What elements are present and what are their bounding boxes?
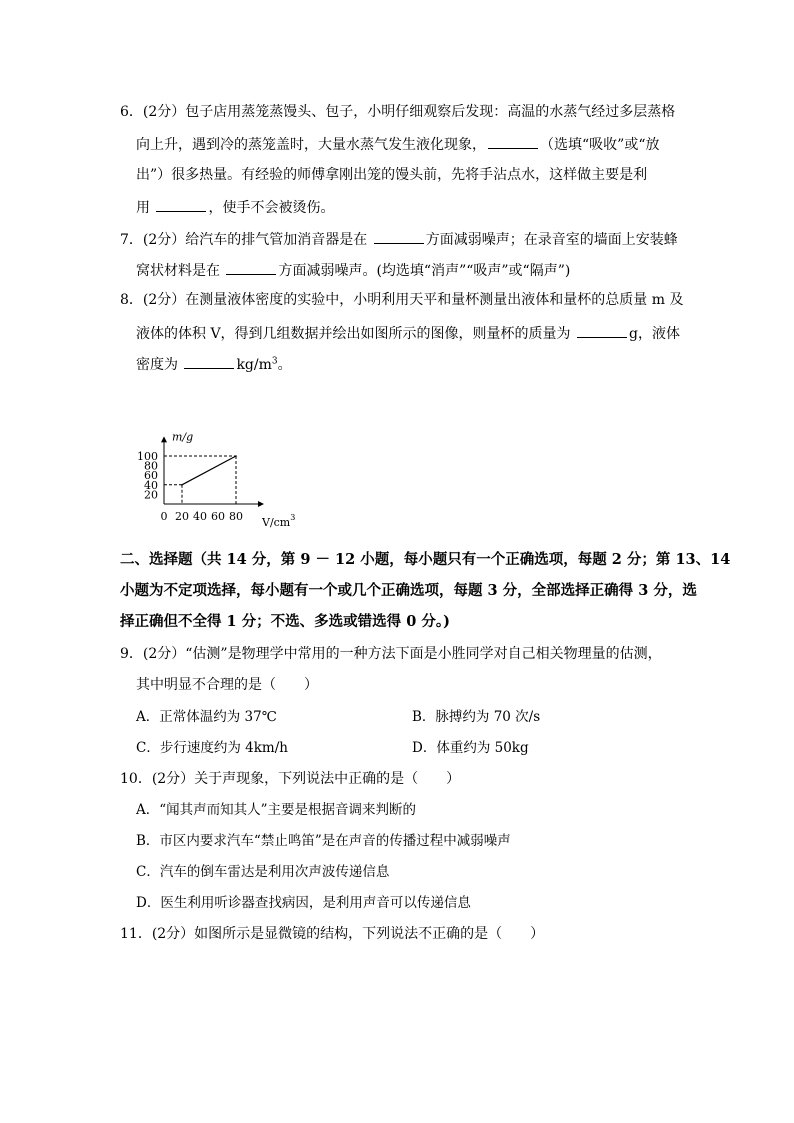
- q8-blank-1[interactable]: [577, 324, 627, 338]
- q6-line2-text-b: （选填“吸收”或“放: [540, 137, 660, 153]
- q8-line3: [136, 355, 292, 373]
- q6-line1: 6．(2分）包子店用蒸笼蒸馒头、包子，小明仔细观察后发现：高温的水蒸气经过多层蒸格: [120, 104, 676, 120]
- x-axis-label: [261, 513, 295, 529]
- series-line: [182, 456, 236, 485]
- section2-line2: 小题为不定项选择，每小题有一个或几个正确选项，每题 3 分，全部选择正确得 3 分，选: [120, 582, 697, 599]
- q6-line2: [136, 135, 659, 153]
- data-point: [235, 455, 237, 457]
- y-tick-label: 80: [144, 459, 158, 473]
- q8-line2: [136, 324, 680, 342]
- x-tick-label: 80: [229, 510, 243, 523]
- graph-guides: [164, 456, 236, 504]
- x-axis-label-sup: 3: [290, 513, 296, 522]
- q11-line1: 11．(2分）如图所示是显微镜的结构，下列说法不正确的是（ ）: [120, 926, 545, 942]
- y-tick-label: 100: [137, 450, 158, 463]
- x-tick-label: 40: [193, 510, 207, 523]
- x-axis-arrow: [258, 501, 264, 507]
- q8-line2-text-a: 液体的体积 V，得到几组数据并绘出如图所示的图像，则量杯的质量为: [136, 326, 576, 342]
- y-axis-arrow: [161, 436, 167, 442]
- q7-blank-1[interactable]: [374, 230, 424, 244]
- q9-option-b[interactable]: B．脉搏约为 70 次/s: [412, 709, 541, 725]
- q9-line2: 其中明显不合理的是（ ）: [136, 677, 318, 693]
- x-tick-label: 0: [160, 510, 168, 523]
- y-tick-label: 40: [144, 478, 158, 492]
- q6-blank-1[interactable]: [488, 135, 538, 149]
- q10-option-a[interactable]: A．“闻其声而知其人”主要是根据音调来判断的: [136, 802, 417, 818]
- q10-option-b[interactable]: B．市区内要求汽车“禁止鸣笛”是在声音的传播过程中减弱噪声: [136, 833, 511, 849]
- q8-line2-text-b: g，液体: [629, 326, 680, 342]
- q6-line2-text-a: 向上升，遇到冷的蒸笼盖时，大量水蒸气发生液化现象，: [136, 137, 486, 153]
- q8-line3-text-a: 密度为: [136, 357, 183, 373]
- q9-line1: 9．(2分）“估测”是物理学中常用的一种方法下面是小胜同学对自己相关物理量的估测，: [120, 646, 662, 662]
- y-tick-label: 20: [144, 488, 158, 502]
- q7-line2: [136, 261, 570, 279]
- mass-volume-graph: [128, 376, 408, 536]
- y-axis-label: m/g: [172, 430, 194, 444]
- q10-option-d[interactable]: D．医生利用听诊器查找病因，是利用声音可以传递信息: [136, 895, 471, 911]
- q10-line1: 10．(2分）关于声现象，下列说法中正确的是（ ）: [120, 771, 461, 787]
- q6-line4-text-a: 用: [136, 200, 155, 216]
- q7-blank-2[interactable]: [226, 261, 276, 275]
- section2-line3: 择正确但不全得 1 分；不选、多选或错选得 0 分。): [120, 613, 450, 630]
- q6-blank-2[interactable]: [156, 198, 206, 212]
- q8-line3-text-c: 。: [277, 357, 292, 373]
- q7-line1: [120, 230, 678, 248]
- q10-option-c[interactable]: C．汽车的倒车雷达是利用次声波传递信息: [136, 864, 390, 880]
- q9-option-c[interactable]: C．步行速度约为 4km/h: [136, 740, 288, 756]
- q8-blank-2[interactable]: [184, 355, 234, 369]
- data-point: [181, 484, 183, 486]
- q6-line3: 出”）很多热量。有经验的师傅拿刚出笼的馒头前，先将手沾点水，这样做主要是利: [136, 167, 648, 183]
- q8-line3-unit: kg/m: [236, 357, 272, 373]
- q8-line1: 8．(2分）在测量液体密度的实验中，小明利用天平和量杯测量出液体和量杯的总质量 m 及: [120, 292, 684, 308]
- q9-option-a[interactable]: A．正常体温约为 37℃: [136, 709, 277, 725]
- y-tick-label: 60: [144, 469, 158, 483]
- q7-line2-text-a: 窝状材料是在: [136, 263, 225, 279]
- graph-axes: [161, 436, 264, 507]
- q7-line2-text-b: 方面减弱噪声。(均选填“消声”“吸声”或“隔声”): [278, 263, 571, 279]
- x-tick-label: 60: [211, 510, 225, 523]
- section2-line1: 二、选择题（共 14 分，第 9 － 12 小题，每小题只有一个正确选项，每题 2 分；第 13、14: [120, 551, 731, 568]
- x-axis-label-text: V/cm: [262, 516, 291, 529]
- q6-line4: [136, 198, 334, 216]
- q6-line4-text-b: ，使手不会被烫伤。: [208, 200, 335, 216]
- q7-line1-text-a: 7．(2分）给汽车的排气管加消音器是在: [120, 232, 372, 248]
- graph-series: [181, 455, 237, 485]
- q9-option-d[interactable]: D．体重约为 50kg: [412, 740, 529, 756]
- q7-line1-text-b: 方面减弱噪声；在录音室的墙面上安装蜂: [425, 232, 678, 248]
- x-tick-label: 20: [175, 510, 189, 523]
- q8-line3-unit-sup: 3: [271, 356, 278, 367]
